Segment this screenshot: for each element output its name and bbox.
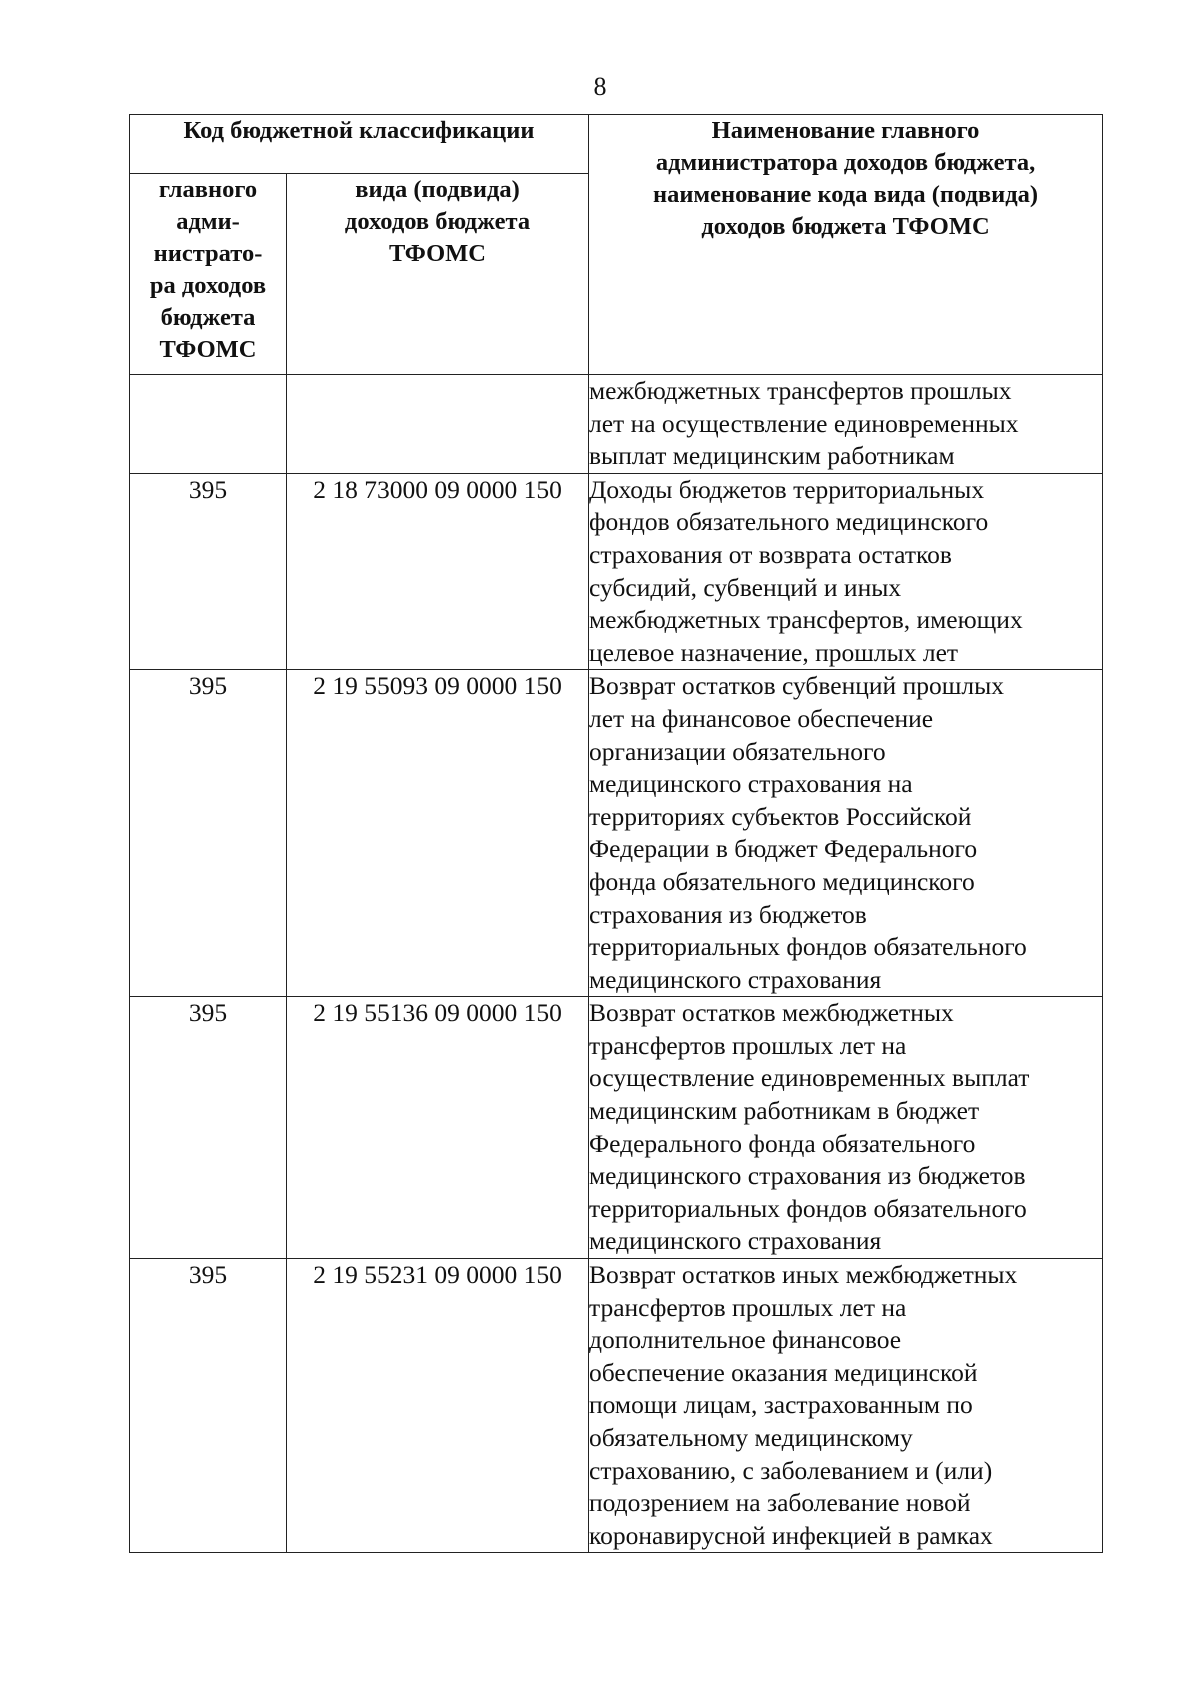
header-name-line: наименование кода вида (подвида) xyxy=(652,181,1039,208)
income-name-line: территориальных фондов обязательного xyxy=(589,932,1027,962)
income-name-cell xyxy=(589,375,1103,474)
income-name-line: медицинским работникам в бюджет xyxy=(589,1096,980,1126)
header-admin-line: ра доходов xyxy=(149,272,267,299)
table-body xyxy=(130,375,1103,1553)
page-number: 8 xyxy=(593,72,607,101)
header-admin-line: нистрато- xyxy=(153,240,263,267)
income-name-line: целевое назначение, прошлых лет xyxy=(589,637,959,667)
income-name-line: территориальных фондов обязательного xyxy=(589,1193,1027,1223)
income-name-line: Возврат остатков иных межбюджетных xyxy=(589,1260,1018,1290)
income-name-line: Доходы бюджетов территориальных xyxy=(589,474,985,504)
income-name-line: страхования от возврата остатков xyxy=(589,539,952,569)
header-kind-line: ТФОМС xyxy=(388,240,487,267)
table-row xyxy=(130,1259,1103,1553)
income-name-line: лет на финансовое обеспечение xyxy=(589,703,934,733)
header-name-line: доходов бюджета ТФОМС xyxy=(701,213,990,240)
header-kind-line: вида (подвида) xyxy=(355,176,520,203)
income-code-cell: 2 19 55231 09 0000 150 xyxy=(287,1259,589,1553)
income-name-line: лет на осуществление единовременных xyxy=(589,408,1019,438)
income-name-line: фонда обязательного медицинского xyxy=(589,866,975,896)
admin-code-cell: 395 xyxy=(130,473,287,670)
income-name-line: межбюджетных трансфертов, имеющих xyxy=(589,605,1023,635)
table-row xyxy=(130,997,1103,1259)
income-name-line: территориях субъектов Российской xyxy=(589,801,972,831)
admin-code-cell xyxy=(130,375,287,474)
income-name-line: Возврат остатков субвенций прошлых xyxy=(589,671,1004,701)
income-name-line: обеспечение оказания медицинской xyxy=(589,1357,978,1387)
income-name-line: обязательному медицинскому xyxy=(589,1423,913,1452)
income-name-line: выплат медицинским работникам xyxy=(589,441,955,471)
income-name-cell xyxy=(589,997,1103,1259)
income-name-line: медицинского страхования xyxy=(589,1226,882,1256)
income-name-line: Федерального фонда обязательного xyxy=(589,1128,976,1158)
income-name-line: организации обязательного xyxy=(589,736,886,766)
admin-code-cell: 395 xyxy=(130,1259,287,1553)
income-name-cell xyxy=(589,1259,1103,1553)
header-admin-line: адми- xyxy=(176,208,240,235)
income-name-line: фондов обязательного медицинского xyxy=(589,507,989,537)
header-budget-classification-code: Код бюджетной классификации xyxy=(130,115,589,174)
header-name-column xyxy=(589,115,1103,375)
income-name-line: трансфертов прошлых лет на xyxy=(589,1030,907,1060)
header-kind-column xyxy=(287,174,589,375)
header-kind-line: доходов бюджета xyxy=(344,208,531,235)
header-admin-line: бюджета xyxy=(160,304,256,331)
header-name-line: администратора доходов бюджета, xyxy=(655,149,1036,176)
income-code-cell: 2 19 55136 09 0000 150 xyxy=(287,997,589,1259)
header-admin-column xyxy=(130,174,287,375)
header-name-line: Наименование главного xyxy=(711,117,980,144)
income-code-cell: 2 19 55093 09 0000 150 xyxy=(287,670,589,997)
income-name-line: коронавирусной инфекцией в рамках xyxy=(589,1520,993,1550)
income-name-line: межбюджетных трансфертов прошлых xyxy=(589,376,1012,405)
income-name-line: дополнительное финансовое xyxy=(589,1325,902,1355)
income-code-cell: 2 18 73000 09 0000 150 xyxy=(287,473,589,670)
table-row xyxy=(130,473,1103,670)
income-code-cell xyxy=(287,375,589,474)
income-name-line: медицинского страхования из бюджетов xyxy=(589,1161,1026,1191)
income-name-cell xyxy=(589,473,1103,670)
income-name-line: медицинского страхования xyxy=(589,964,882,994)
admin-code-cell: 395 xyxy=(130,997,287,1259)
header-admin-line: главного xyxy=(158,176,258,203)
header-admin-line: ТФОМС xyxy=(159,336,257,363)
table-row xyxy=(130,670,1103,997)
income-name-line: помощи лицам, застрахованным по xyxy=(589,1390,973,1420)
income-name-line: субсидий, субвенций и иных xyxy=(589,572,902,602)
income-name-line: страхованию, с заболеванием и (или) xyxy=(589,1455,993,1485)
budget-classification-table xyxy=(129,114,1103,1553)
admin-code-cell: 395 xyxy=(130,670,287,997)
income-name-cell xyxy=(589,670,1103,997)
income-name-line: медицинского страхования на xyxy=(589,769,913,799)
income-name-line: подозрением на заболевание новой xyxy=(589,1488,971,1518)
table-row xyxy=(130,375,1103,474)
income-name-line: трансфертов прошлых лет на xyxy=(589,1292,907,1322)
income-name-line: осуществление единовременных выплат xyxy=(589,1063,1030,1093)
income-name-line: Возврат остатков межбюджетных xyxy=(589,998,954,1028)
income-name-line: Федерации в бюджет Федерального xyxy=(589,834,978,864)
income-name-line: страхования из бюджетов xyxy=(589,899,867,929)
